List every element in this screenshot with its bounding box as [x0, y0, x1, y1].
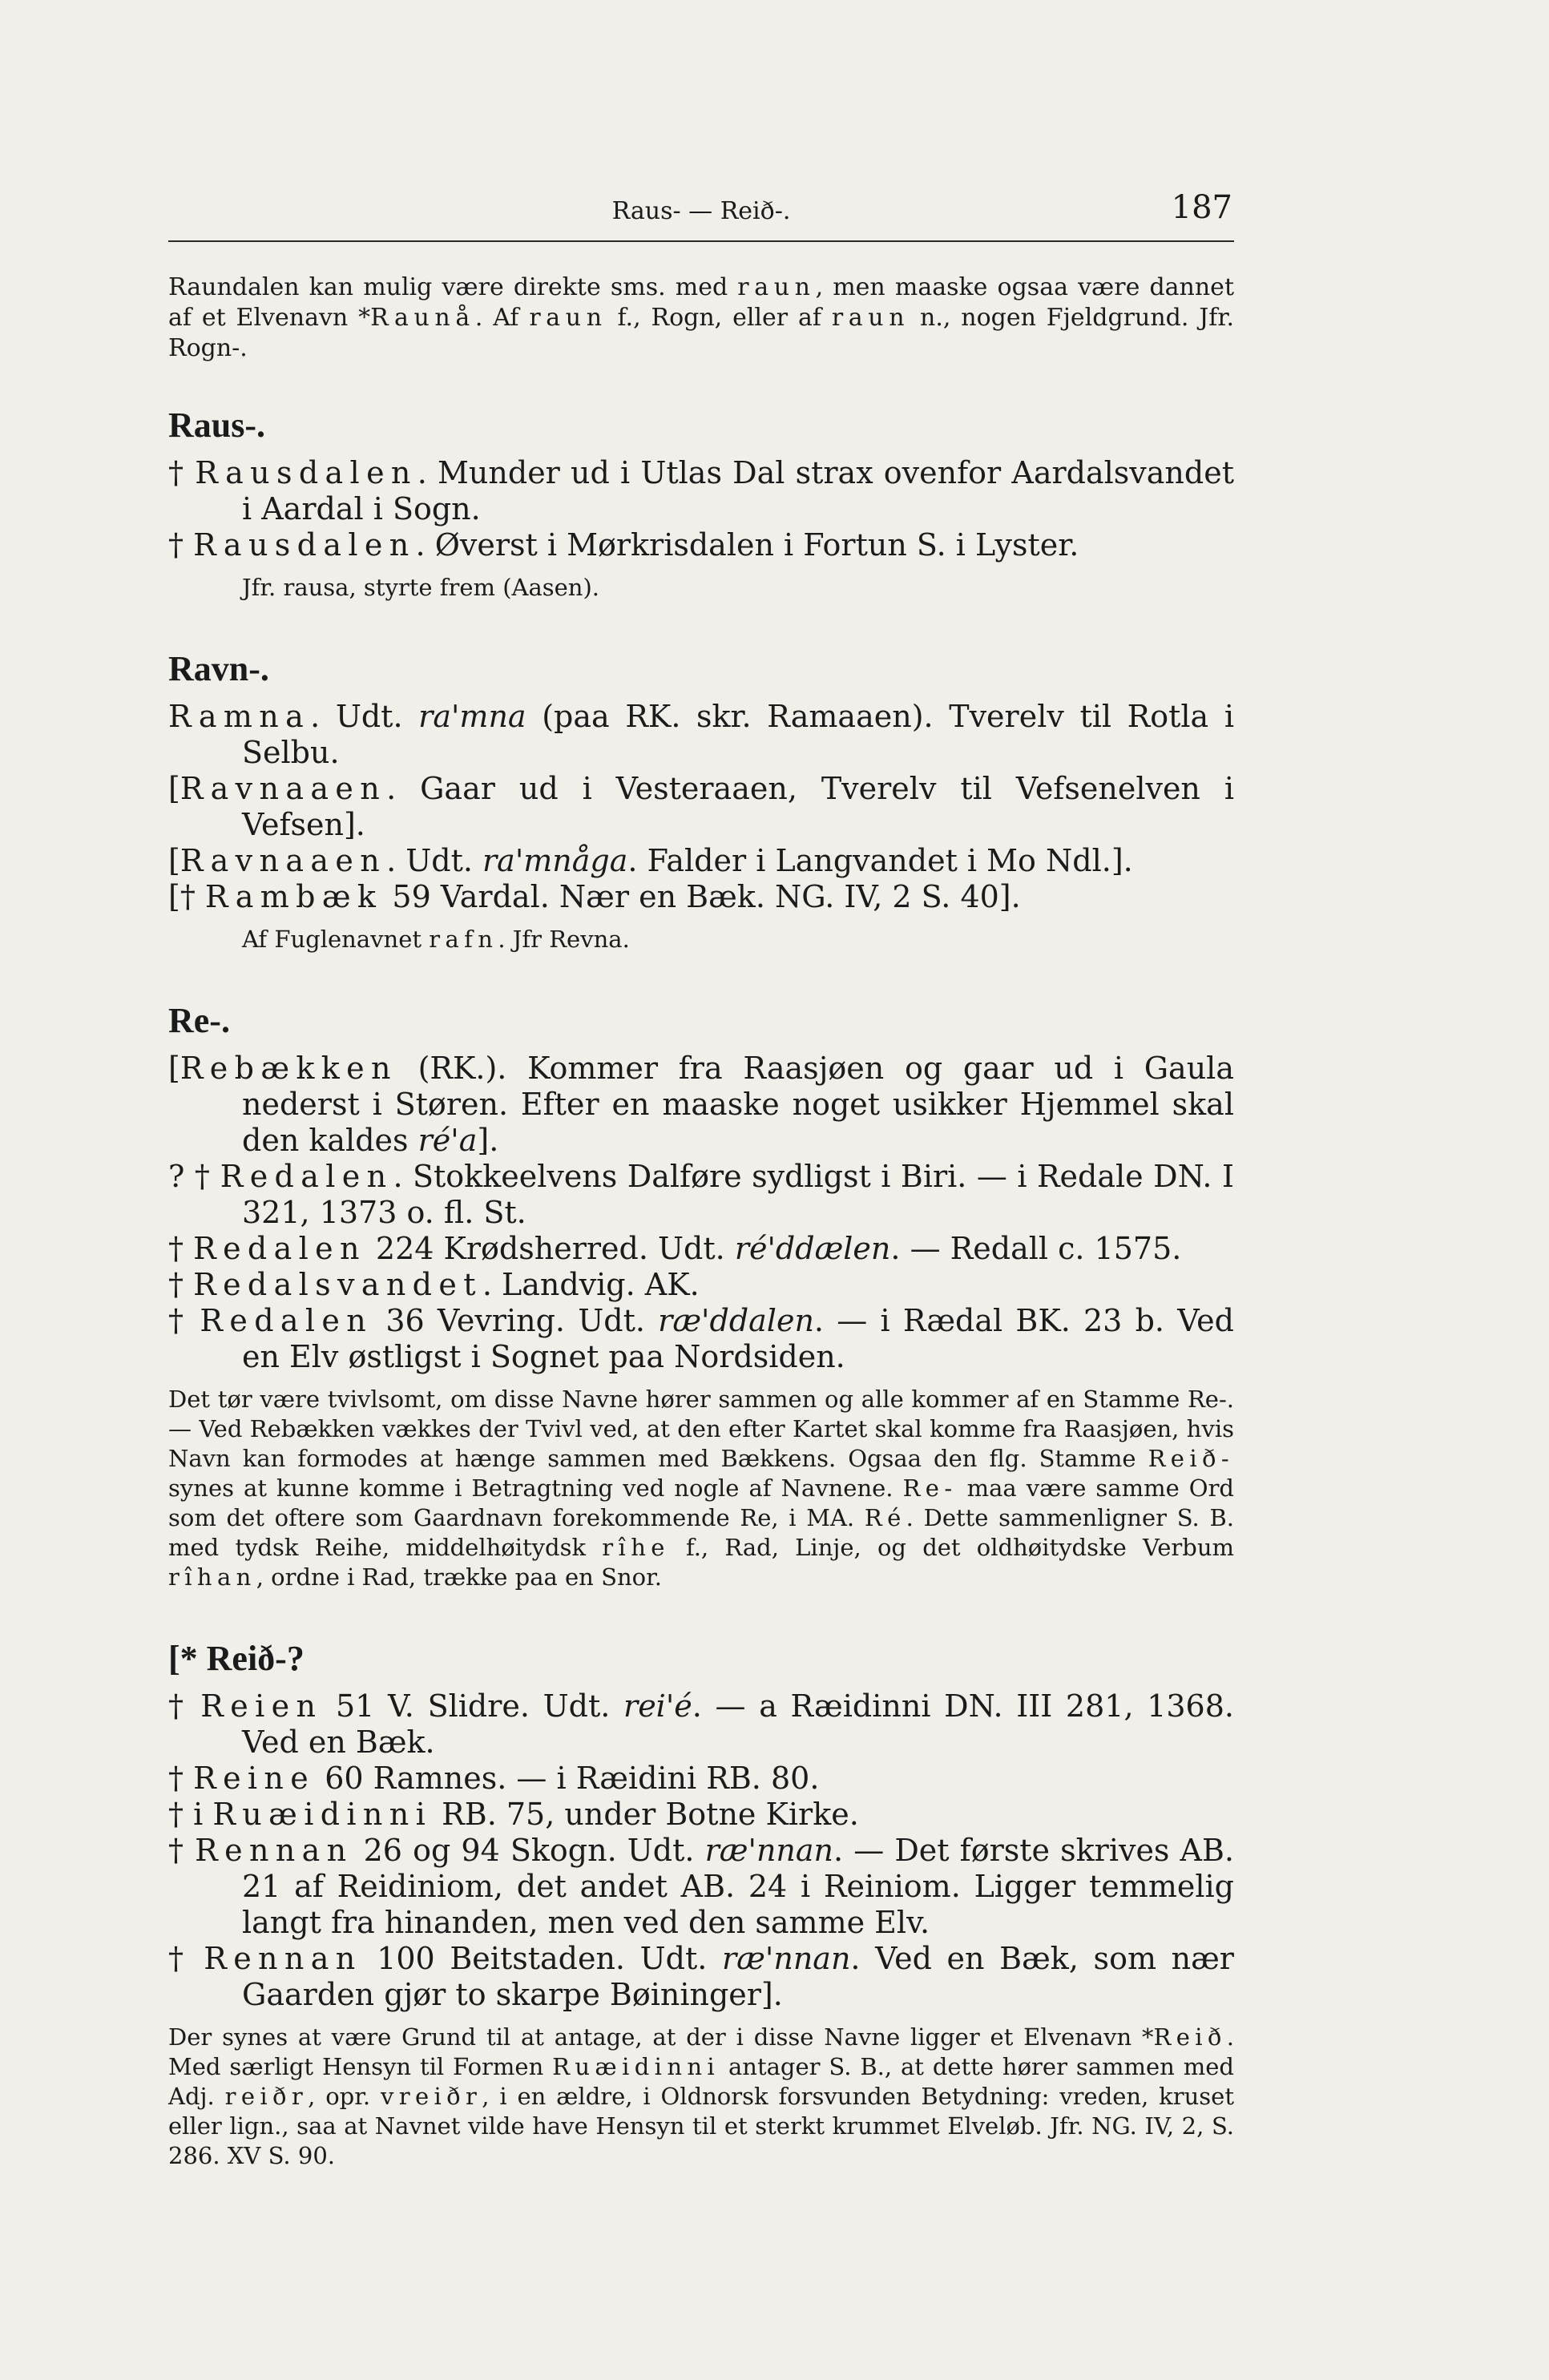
- entry-rausdalen-1: † Rausdalen. Munder ud i Utlas Dal strax ovenfor Aardalsvandet i Aardal i Sogn.: [168, 455, 1234, 526]
- entry-reien: † Reien 51 V. Slidre. Udt. rei'é. — a Ræidinni DN. III 281, 1368. Ved en Bæk.: [168, 1688, 1234, 1760]
- entry-ramna: Ramna. Udt. ra'mna (paa RK. skr. Ramaaen). Tverelv til Rotla i Selbu.: [168, 699, 1234, 770]
- entry-rebaekken: [Rebækken (RK.). Kommer fra Raasjøen og gaar ud i Gaula nederst i Støren. Efter en maaske noget usikker Hjemmel skal den kaldes ré'a].: [168, 1051, 1234, 1158]
- entry-rausdalen-2: † Rausdalen. Øverst i Mørkrisdalen i Fortun S. i Lyster.: [168, 527, 1079, 563]
- entry-redalsvandet: † Redalsvandet. Landvig. AK.: [168, 1267, 700, 1302]
- entry-rennan-skogn: † Rennan 26 og 94 Skogn. Udt. ræ'nnan. — Det første skrives AB. 21 af Reidiniom, det andet AB. 24 i Reiniom. Ligger temmelig langt fra hinanden, men ved den samme Elv.: [168, 1833, 1234, 1940]
- entry-redalen-krodsherred: † Redalen 224 Krødsherred. Udt. ré'ddælen. — Redall c. 1575.: [168, 1231, 1182, 1266]
- page-header: [168, 191, 1234, 242]
- entry-reine: † Reine 60 Ramnes. — i Ræidini RB. 80.: [168, 1761, 820, 1796]
- intro-paragraph: Raundalen kan mulig være direkte sms. med raun, men maaske ogsaa være dannet af et Elvenavn *Raunå. Af raun f., Rogn, eller af raun n., nogen Fjeldgrund. Jfr. Rogn-.: [168, 273, 1234, 362]
- section-heading-reid: [* Reið-?: [168, 1639, 305, 1678]
- page-body: [168, 272, 1234, 2171]
- section-heading-raus: Raus-.: [168, 405, 266, 445]
- entry-ravnaaen-2: [Ravnaaen. Udt. ra'mnåga. Falder i Langvandet i Mo Ndl.].: [168, 843, 1133, 878]
- page-number: 187: [1171, 189, 1232, 226]
- entry-ruaeidinni: † i Ruæidinni RB. 75, under Botne Kirke.: [168, 1797, 859, 1832]
- note-raus: Jfr. rausa, styrte frem (Aasen).: [242, 574, 600, 601]
- note-re: Det tør være tvivlsomt, om disse Navne hører sammen og alle kommer af en Stamme Re-. — Ved Rebækken vækkes der Tvivl ved, at den efter Kartet skal komme fra Raasjøen, hvis Navn kan formodes at hænge sammen med Bækkens. Ogsaa den flg. Stamme Reið- synes at kunne komme i Betragtning ved nogle af Navnene. Re- maa være samme Ord som det oftere som Gaardnavn forekommende Re, i MA. Ré. Dette sammenligner S. B. med tydsk Reihe, middelhøitydsk rîhe f., Rad, Linje, og det oldhøitydske Verbum rîhan, ordne i Rad, trække paa en Snor.: [168, 1386, 1234, 1591]
- note-reid: Der synes at være Grund til at antage, at der i disse Navne ligger et Elvenavn *Reið. Med særligt Hensyn til Formen Ruæidinni antager S. B., at dette hører sammen med Adj. reiðr, opr. vreiðr, i en ældre, i Oldnorsk forsvunden Betydning: vreden, kruset eller lign., saa at Navnet vilde have Hensyn til et sterkt krummet Elveløb. Jfr. NG. IV, 2, S. 286. XV S. 90.: [168, 2023, 1234, 2169]
- entry-redalen-biri: ? † Redalen. Stokkeelvens Dalføre sydligst i Biri. — i Redale DN. I 321, 1373 o. fl. St.: [168, 1159, 1234, 1230]
- entry-rambaek: [† Rambæk 59 Vardal. Nær en Bæk. NG. IV, 2 S. 40].: [168, 879, 1021, 914]
- entry-rennan-beitstaden: † Rennan 100 Beitstaden. Udt. ræ'nnan. Ved en Bæk, som nær Gaarden gjør to skarpe Bøininger].: [168, 1941, 1234, 2012]
- running-title: Raus- — Reið-.: [611, 197, 791, 225]
- section-heading-re: Re-.: [168, 1001, 230, 1040]
- section-heading-ravn: Ravn-.: [168, 649, 269, 688]
- entry-ravnaaen-1: [Ravnaaen. Gaar ud i Vesteraaen, Tverelv til Vefsenelven i Vefsen].: [168, 771, 1234, 842]
- entry-redalen-vevring: † Redalen 36 Vevring. Udt. ræ'ddalen. — i Rædal BK. 23 b. Ved en Elv østligst i Sognet paa Nordsiden.: [168, 1303, 1234, 1374]
- note-ravn: Af Fuglenavnet rafn. Jfr Revna.: [242, 926, 630, 953]
